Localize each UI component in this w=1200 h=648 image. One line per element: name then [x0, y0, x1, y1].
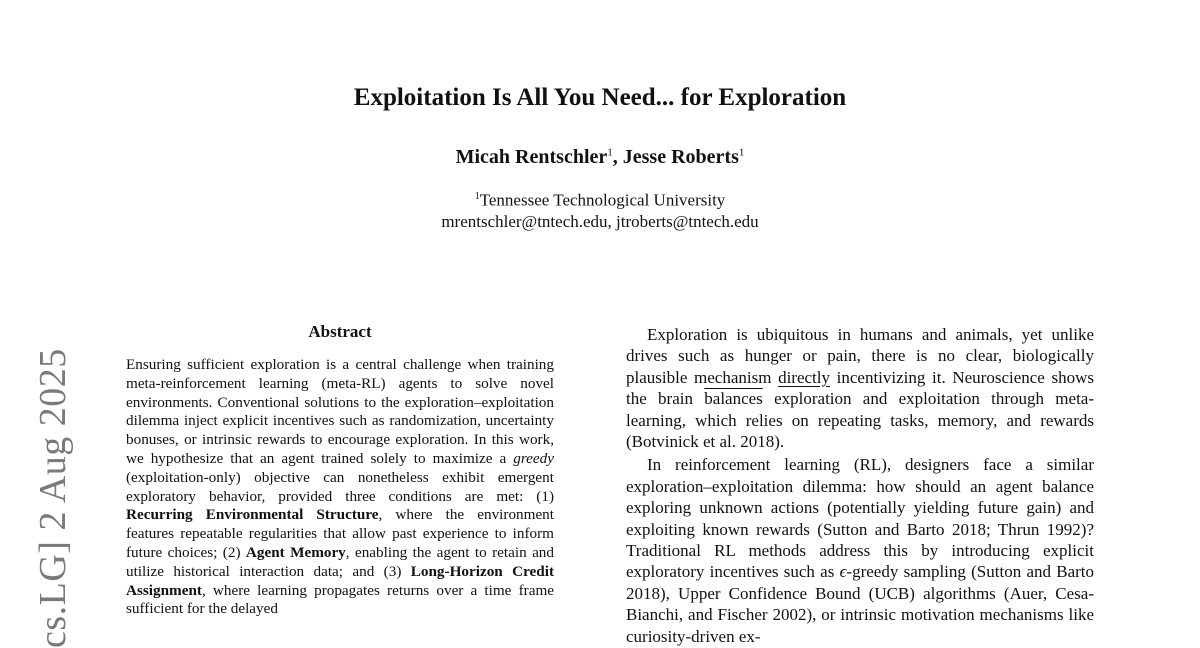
introduction-column: [626, 324, 1094, 647]
intro-paragraph: [626, 454, 1094, 647]
affiliation-mark: 1: [738, 146, 745, 159]
affiliation-block: [0, 186, 1200, 232]
affiliation-mark: 1: [474, 191, 480, 202]
abstract-text: , where learning propagates returns over a time frame sufficient for the delayed: [126, 581, 554, 618]
abstract-condition-1: Recurring Environmental Structure: [126, 506, 379, 524]
abstract-condition-2: Agent Memory: [245, 543, 346, 561]
intro-text: -greedy sampling (Sutton and Barto 2018), Upper Confidence Bound (UCB) algorithms (Auer, Cesa-Bianchi, and Fischer 2002), or intrinsic motivation mechanisms like curiosity-driven ex-: [626, 562, 1094, 646]
abstract-emphasis: greedy: [513, 449, 554, 467]
abstract-heading: Abstract: [308, 322, 372, 341]
intro-text: In reinforcement learning (RL), designers face a similar exploration–exploitation dilemma: how should an agent balance exploring unknown actions (potentially yielding future gain) and exploiting known rewards (Sutton and Barto 2018; Thrun 1992)? Traditional RL methods address this by introducing explicit exploratory incentives such as: [626, 455, 1094, 582]
intro-text: exploration and exploitation through meta-learning, which relies on repeating tasks, memory, and rewards (Botvinick et al. 2018).: [626, 389, 1094, 452]
highlighted-word: balances: [704, 389, 763, 409]
author-name: Jesse Roberts: [622, 146, 739, 168]
abstract-condition-3: Long-Horizon Credit Assignment: [126, 562, 555, 599]
author-list: [0, 146, 1200, 169]
abstract-text: , enabling the agent to retain and utilize historical interaction data; and (3): [126, 543, 554, 580]
author-separator: ,: [612, 146, 623, 168]
intro-text: incentivizing it. Neuroscience shows the brain: [626, 367, 1094, 409]
affiliation-mark: 1: [607, 146, 613, 159]
epsilon-symbol: ϵ: [839, 562, 847, 582]
arxiv-identifier-stamp: cs.LG] 2 Aug 2025: [32, 348, 74, 648]
affiliation-name: Tennessee Technological University: [479, 190, 726, 210]
abstract-text: (exploitation-only) objective can nonetheless exhibit emergent exploratory behavior, provided three conditions are met: (1): [126, 468, 554, 505]
intro-text: Exploration is ubiquitous in humans and animals, yet unlike drives such as hunger or pain, there is no clear, biologically plausible mechanism: [626, 325, 1094, 387]
author-name: Micah Rentschler: [455, 146, 608, 168]
intro-paragraph: [626, 324, 1094, 452]
paper-title: Exploitation Is All You Need... for Exploration: [353, 84, 847, 111]
author-emails: mrentschler@tntech.edu, jtroberts@tntech.edu: [441, 211, 759, 231]
abstract-body: [126, 356, 554, 619]
highlighted-word: directly: [778, 367, 830, 387]
affiliation-line: [0, 186, 1200, 211]
abstract-text: Ensuring sufficient exploration is a central challenge when training meta-reinforcement learning (meta-RL) agents to solve novel environments. Conventional solutions to the exploration–exploitation dilemma inject explicit incentives such as randomization, uncertainty bonuses, or intrinsic rewards to encourage exploration. In this work, we hypothesize that an agent trained solely to maximize a: [126, 356, 554, 467]
abstract-text: , where the environment features repeatable regularities that allow past experience to inform future choices; (2): [126, 506, 554, 561]
